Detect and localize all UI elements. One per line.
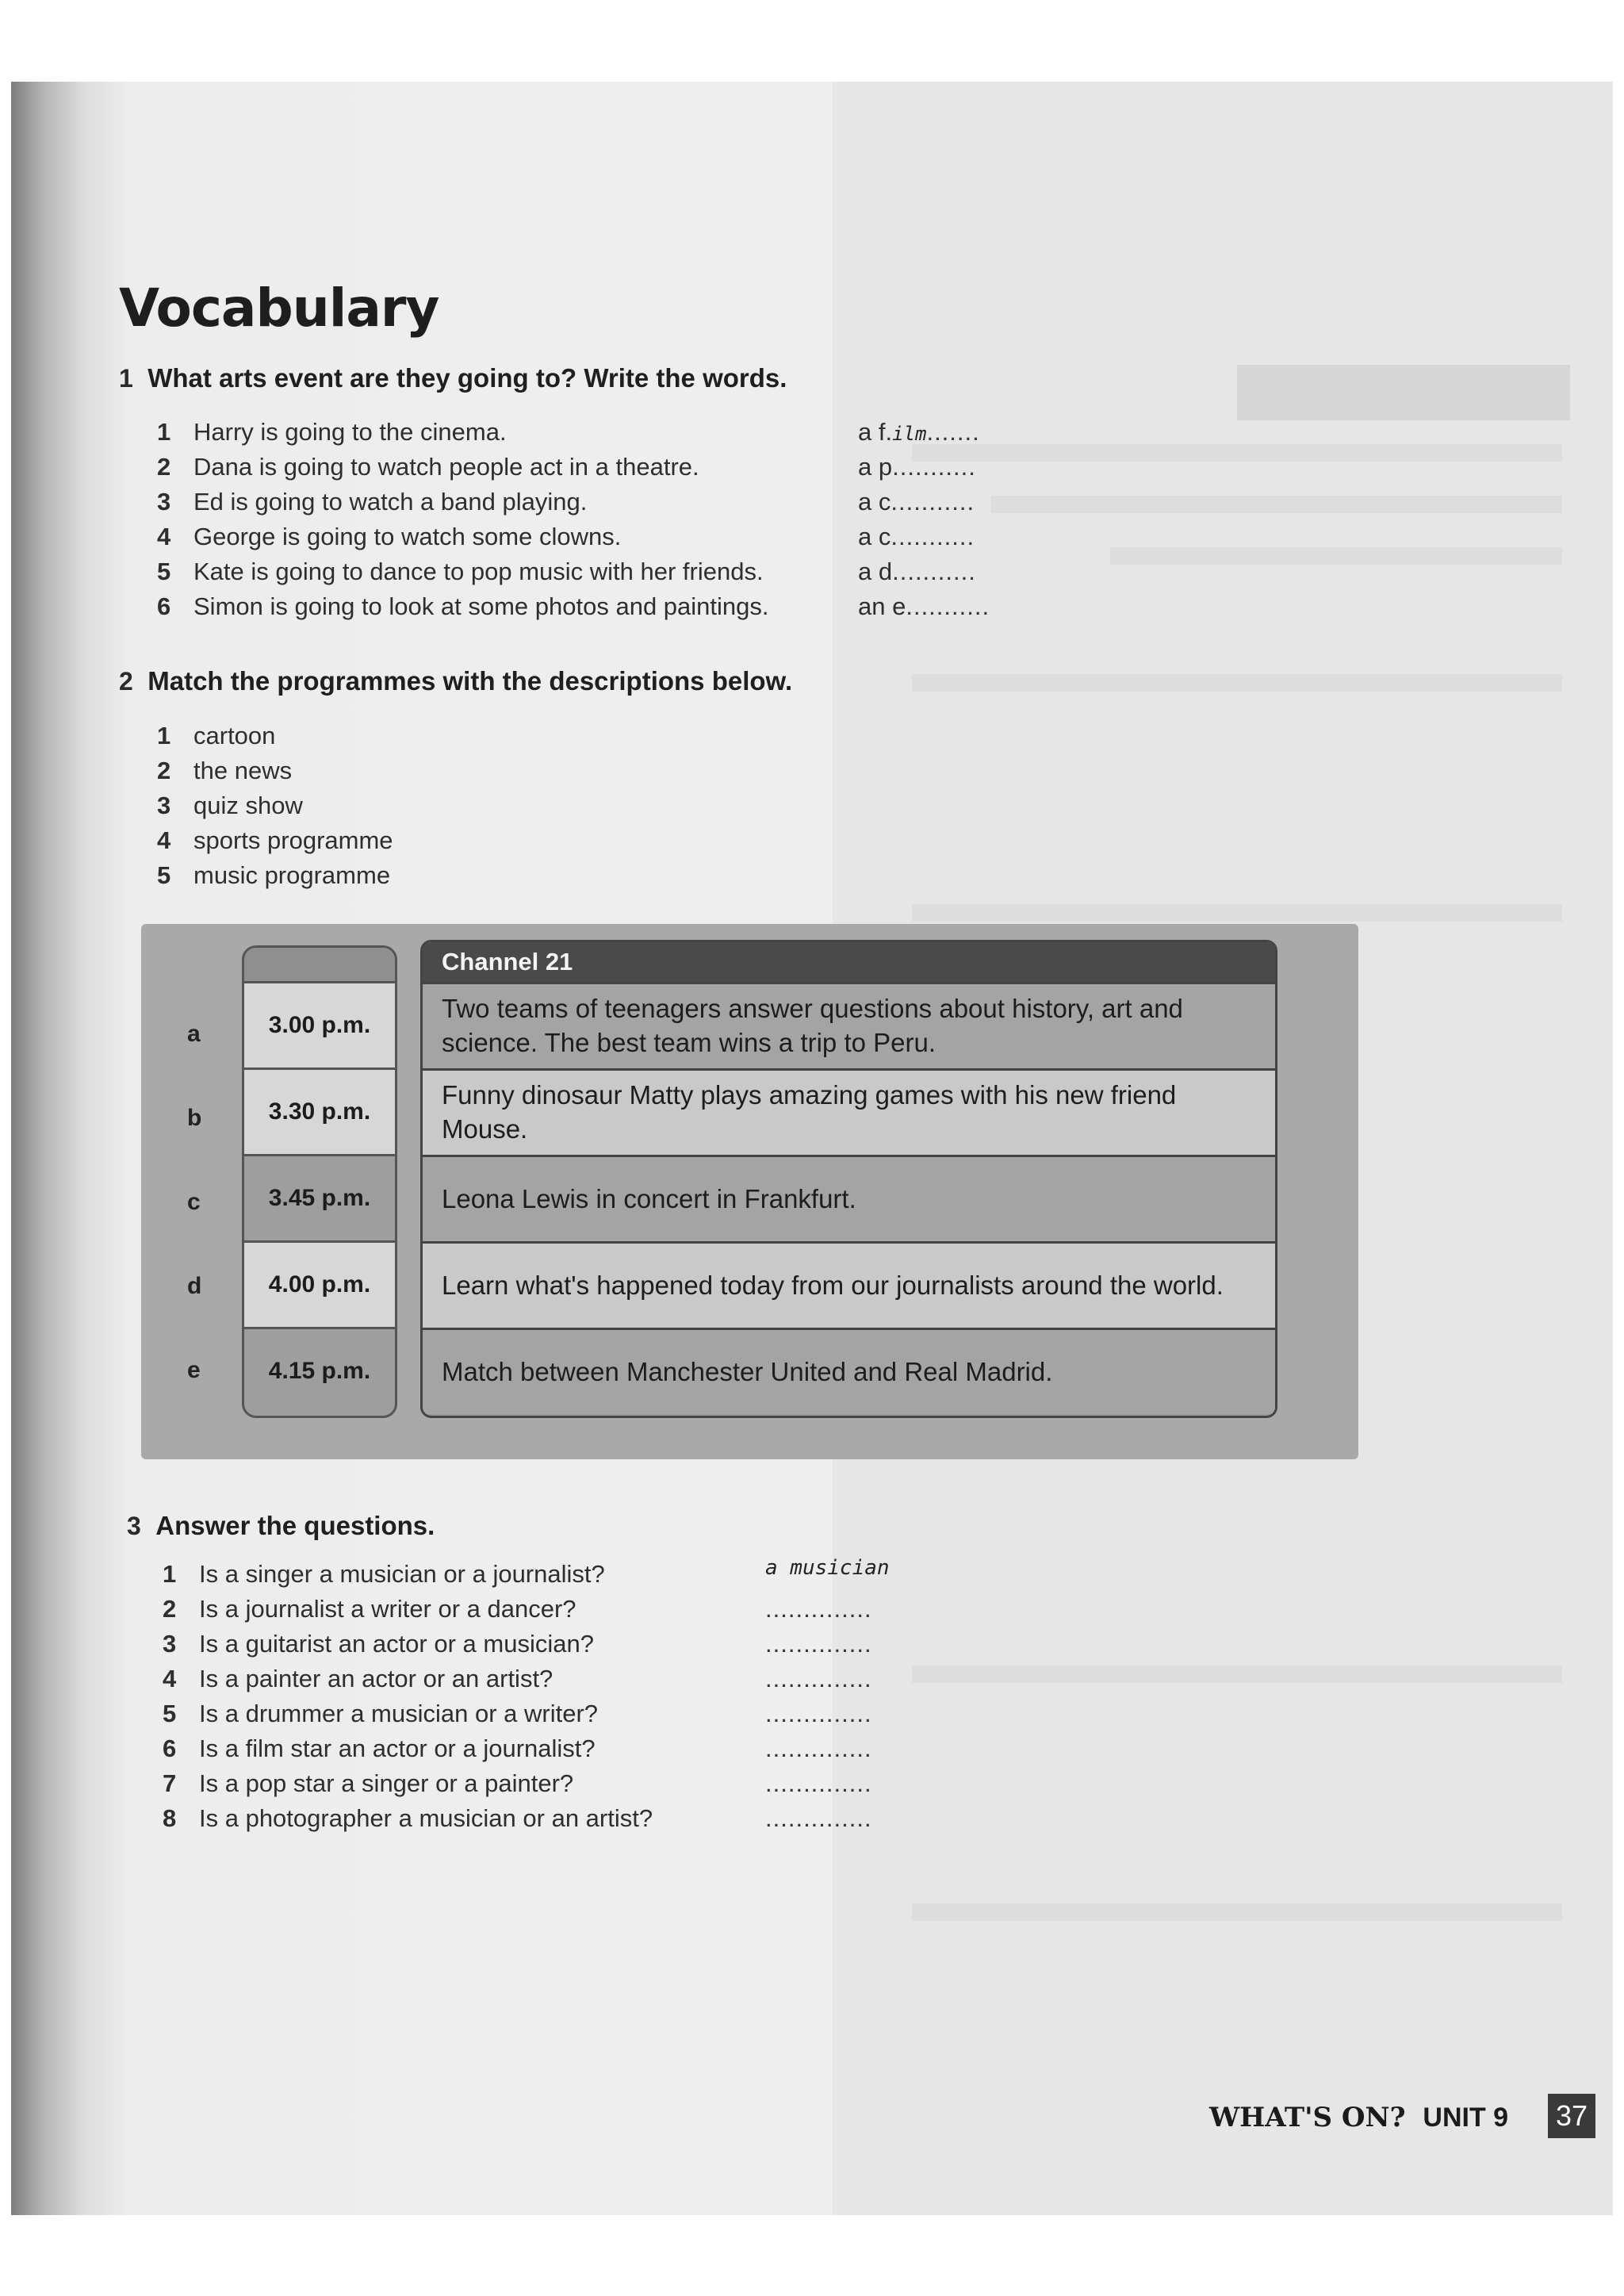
item-number: 2 <box>157 453 171 481</box>
exercise-question: What arts event are they going to? Write the words. <box>147 363 787 393</box>
item-number: 8 <box>163 1804 177 1832</box>
item-text: Is a singer a musician or a journalist? <box>199 1560 605 1588</box>
item-number: 3 <box>163 1630 177 1658</box>
channel-name: Channel 21 <box>423 942 1275 982</box>
item-number: 5 <box>157 861 171 889</box>
description-column <box>420 940 1277 1418</box>
list-item <box>157 453 699 481</box>
list-item <box>157 523 621 551</box>
item-text: cartoon <box>193 722 276 749</box>
bleed-through-line <box>991 496 1562 513</box>
list-item <box>157 861 390 890</box>
row-letter: a <box>187 1021 201 1047</box>
answer-blank[interactable]: .............. <box>765 1700 872 1727</box>
item-text: Ed is going to watch a band playing. <box>193 488 588 516</box>
item-text: Is a photographer a musician or an artist? <box>199 1804 653 1832</box>
time-cell: 3.00 p.m. <box>244 981 395 1068</box>
answer-prefix: a f. <box>858 418 893 446</box>
item-text: Kate is going to dance to pop music with her friends. <box>193 558 764 585</box>
page-title: Vocabulary <box>119 278 439 339</box>
description-cell: Funny dinosaur Matty plays amazing games with his new friend Mouse. <box>423 1068 1275 1155</box>
item-number: 7 <box>163 1769 177 1797</box>
exercise-number: 2 <box>119 667 133 696</box>
item-text: Simon is going to look at some photos and paintings. <box>193 592 769 620</box>
answer-dots: ........... <box>892 558 976 585</box>
item-number: 4 <box>157 523 171 550</box>
bleed-through-box <box>1237 365 1570 420</box>
exercise-question: Answer the questions. <box>155 1511 435 1540</box>
list-item <box>157 826 393 855</box>
item-text: George is going to watch some clowns. <box>193 523 622 550</box>
item-number: 4 <box>157 826 171 854</box>
list-item <box>163 1595 576 1623</box>
item-text: Is a film star an actor or a journalist? <box>199 1734 596 1762</box>
row-letter: b <box>187 1105 202 1131</box>
list-item <box>157 488 587 516</box>
answer-blank[interactable] <box>858 558 976 586</box>
item-number: 1 <box>163 1560 177 1588</box>
time-column <box>242 945 397 1418</box>
page-number: 37 <box>1548 2094 1595 2138</box>
time-column-header <box>244 948 395 981</box>
item-number: 4 <box>163 1665 177 1692</box>
answer-blank[interactable] <box>858 592 990 621</box>
item-text: Harry is going to the cinema. <box>193 418 507 446</box>
item-number: 1 <box>157 722 171 749</box>
answer-dots: ....... <box>926 418 980 446</box>
answer-blank[interactable] <box>858 488 975 516</box>
row-letter: d <box>187 1273 202 1299</box>
item-number: 6 <box>157 592 171 620</box>
exercise-3-header <box>127 1511 435 1541</box>
list-item <box>163 1734 596 1763</box>
item-text: Is a journalist a writer or a dancer? <box>199 1595 576 1623</box>
handwritten-answer: ilm <box>892 423 927 445</box>
bleed-through-line <box>1110 547 1562 565</box>
time-cell: 4.15 p.m. <box>244 1327 395 1413</box>
answer-blank[interactable]: .............. <box>765 1769 872 1797</box>
exercise-2-header <box>119 666 792 696</box>
item-text: Is a pop star a singer or a painter? <box>199 1769 574 1797</box>
answer-blank[interactable]: .............. <box>765 1665 872 1692</box>
item-number: 5 <box>157 558 171 585</box>
row-letter: c <box>187 1189 201 1215</box>
description-cell: Learn what's happened today from our journalists around the world. <box>423 1241 1275 1328</box>
list-item <box>157 592 769 621</box>
item-text: Is a guitarist an actor or a musician? <box>199 1630 594 1658</box>
answer-blank[interactable] <box>858 523 975 551</box>
exercise-number: 3 <box>127 1512 141 1540</box>
item-text: sports programme <box>193 826 393 854</box>
answer-prefix: a d <box>858 558 893 585</box>
time-cell: 3.45 p.m. <box>244 1154 395 1240</box>
answer-dots: ........... <box>891 488 975 516</box>
item-number: 2 <box>157 757 171 784</box>
item-text: Is a drummer a musician or a writer? <box>199 1700 599 1727</box>
answer-blank[interactable]: .............. <box>765 1734 872 1762</box>
item-number: 3 <box>157 792 171 819</box>
list-item <box>163 1804 653 1833</box>
time-cell: 3.30 p.m. <box>244 1068 395 1154</box>
exercise-number: 1 <box>119 364 133 393</box>
bleed-through-line <box>912 1665 1562 1683</box>
exercise-question: Match the programmes with the descriptions below. <box>147 666 793 696</box>
list-item <box>157 558 764 586</box>
bleed-through-line <box>912 1903 1562 1921</box>
item-number: 5 <box>163 1700 177 1727</box>
list-item <box>163 1630 594 1658</box>
bleed-through-line <box>912 904 1562 922</box>
footer-label <box>1209 2102 1508 2133</box>
footer-section: WHAT'S ON? <box>1209 2102 1406 2133</box>
answer-prefix: an e <box>858 592 906 620</box>
list-item <box>163 1769 573 1798</box>
list-item <box>157 757 292 785</box>
answer-prefix: a c <box>858 488 891 516</box>
list-item <box>157 722 275 750</box>
handwritten-answer[interactable]: a musician <box>765 1556 890 1580</box>
row-letter: e <box>187 1357 201 1383</box>
answer-dots: ........... <box>906 592 990 620</box>
answer-blank[interactable] <box>858 418 980 447</box>
list-item <box>163 1665 553 1693</box>
item-text: music programme <box>193 861 391 889</box>
list-item <box>163 1560 605 1589</box>
list-item <box>163 1700 598 1728</box>
answer-blank[interactable]: .............. <box>765 1595 872 1623</box>
list-item <box>157 418 507 447</box>
item-number: 3 <box>157 488 171 516</box>
answer-prefix: a p <box>858 453 893 481</box>
answer-dots: ........... <box>891 523 975 550</box>
answer-blank[interactable]: .............. <box>765 1804 872 1832</box>
bleed-through-line <box>912 674 1562 692</box>
answer-blank[interactable] <box>858 453 976 481</box>
description-cell: Two teams of teenagers answer questions about history, art and science. The best team wins a trip to Peru. <box>423 982 1275 1068</box>
list-item <box>157 792 303 820</box>
exercise-1-header <box>119 363 787 393</box>
item-number: 6 <box>163 1734 177 1762</box>
item-number: 2 <box>163 1595 177 1623</box>
item-text: Is a painter an actor or an artist? <box>199 1665 553 1692</box>
description-cell: Match between Manchester United and Real Madrid. <box>423 1328 1275 1414</box>
item-number: 1 <box>157 418 171 446</box>
item-text: Dana is going to watch people act in a theatre. <box>193 453 699 481</box>
answer-dots: ........... <box>892 453 976 481</box>
bleed-through-line <box>912 444 1562 462</box>
footer-unit: UNIT 9 <box>1423 2102 1509 2133</box>
answer-blank[interactable]: .............. <box>765 1630 872 1658</box>
item-text: the news <box>193 757 293 784</box>
answer-prefix: a c <box>858 523 891 550</box>
item-text: quiz show <box>193 792 303 819</box>
time-cell: 4.00 p.m. <box>244 1240 395 1327</box>
description-cell: Leona Lewis in concert in Frankfurt. <box>423 1155 1275 1241</box>
